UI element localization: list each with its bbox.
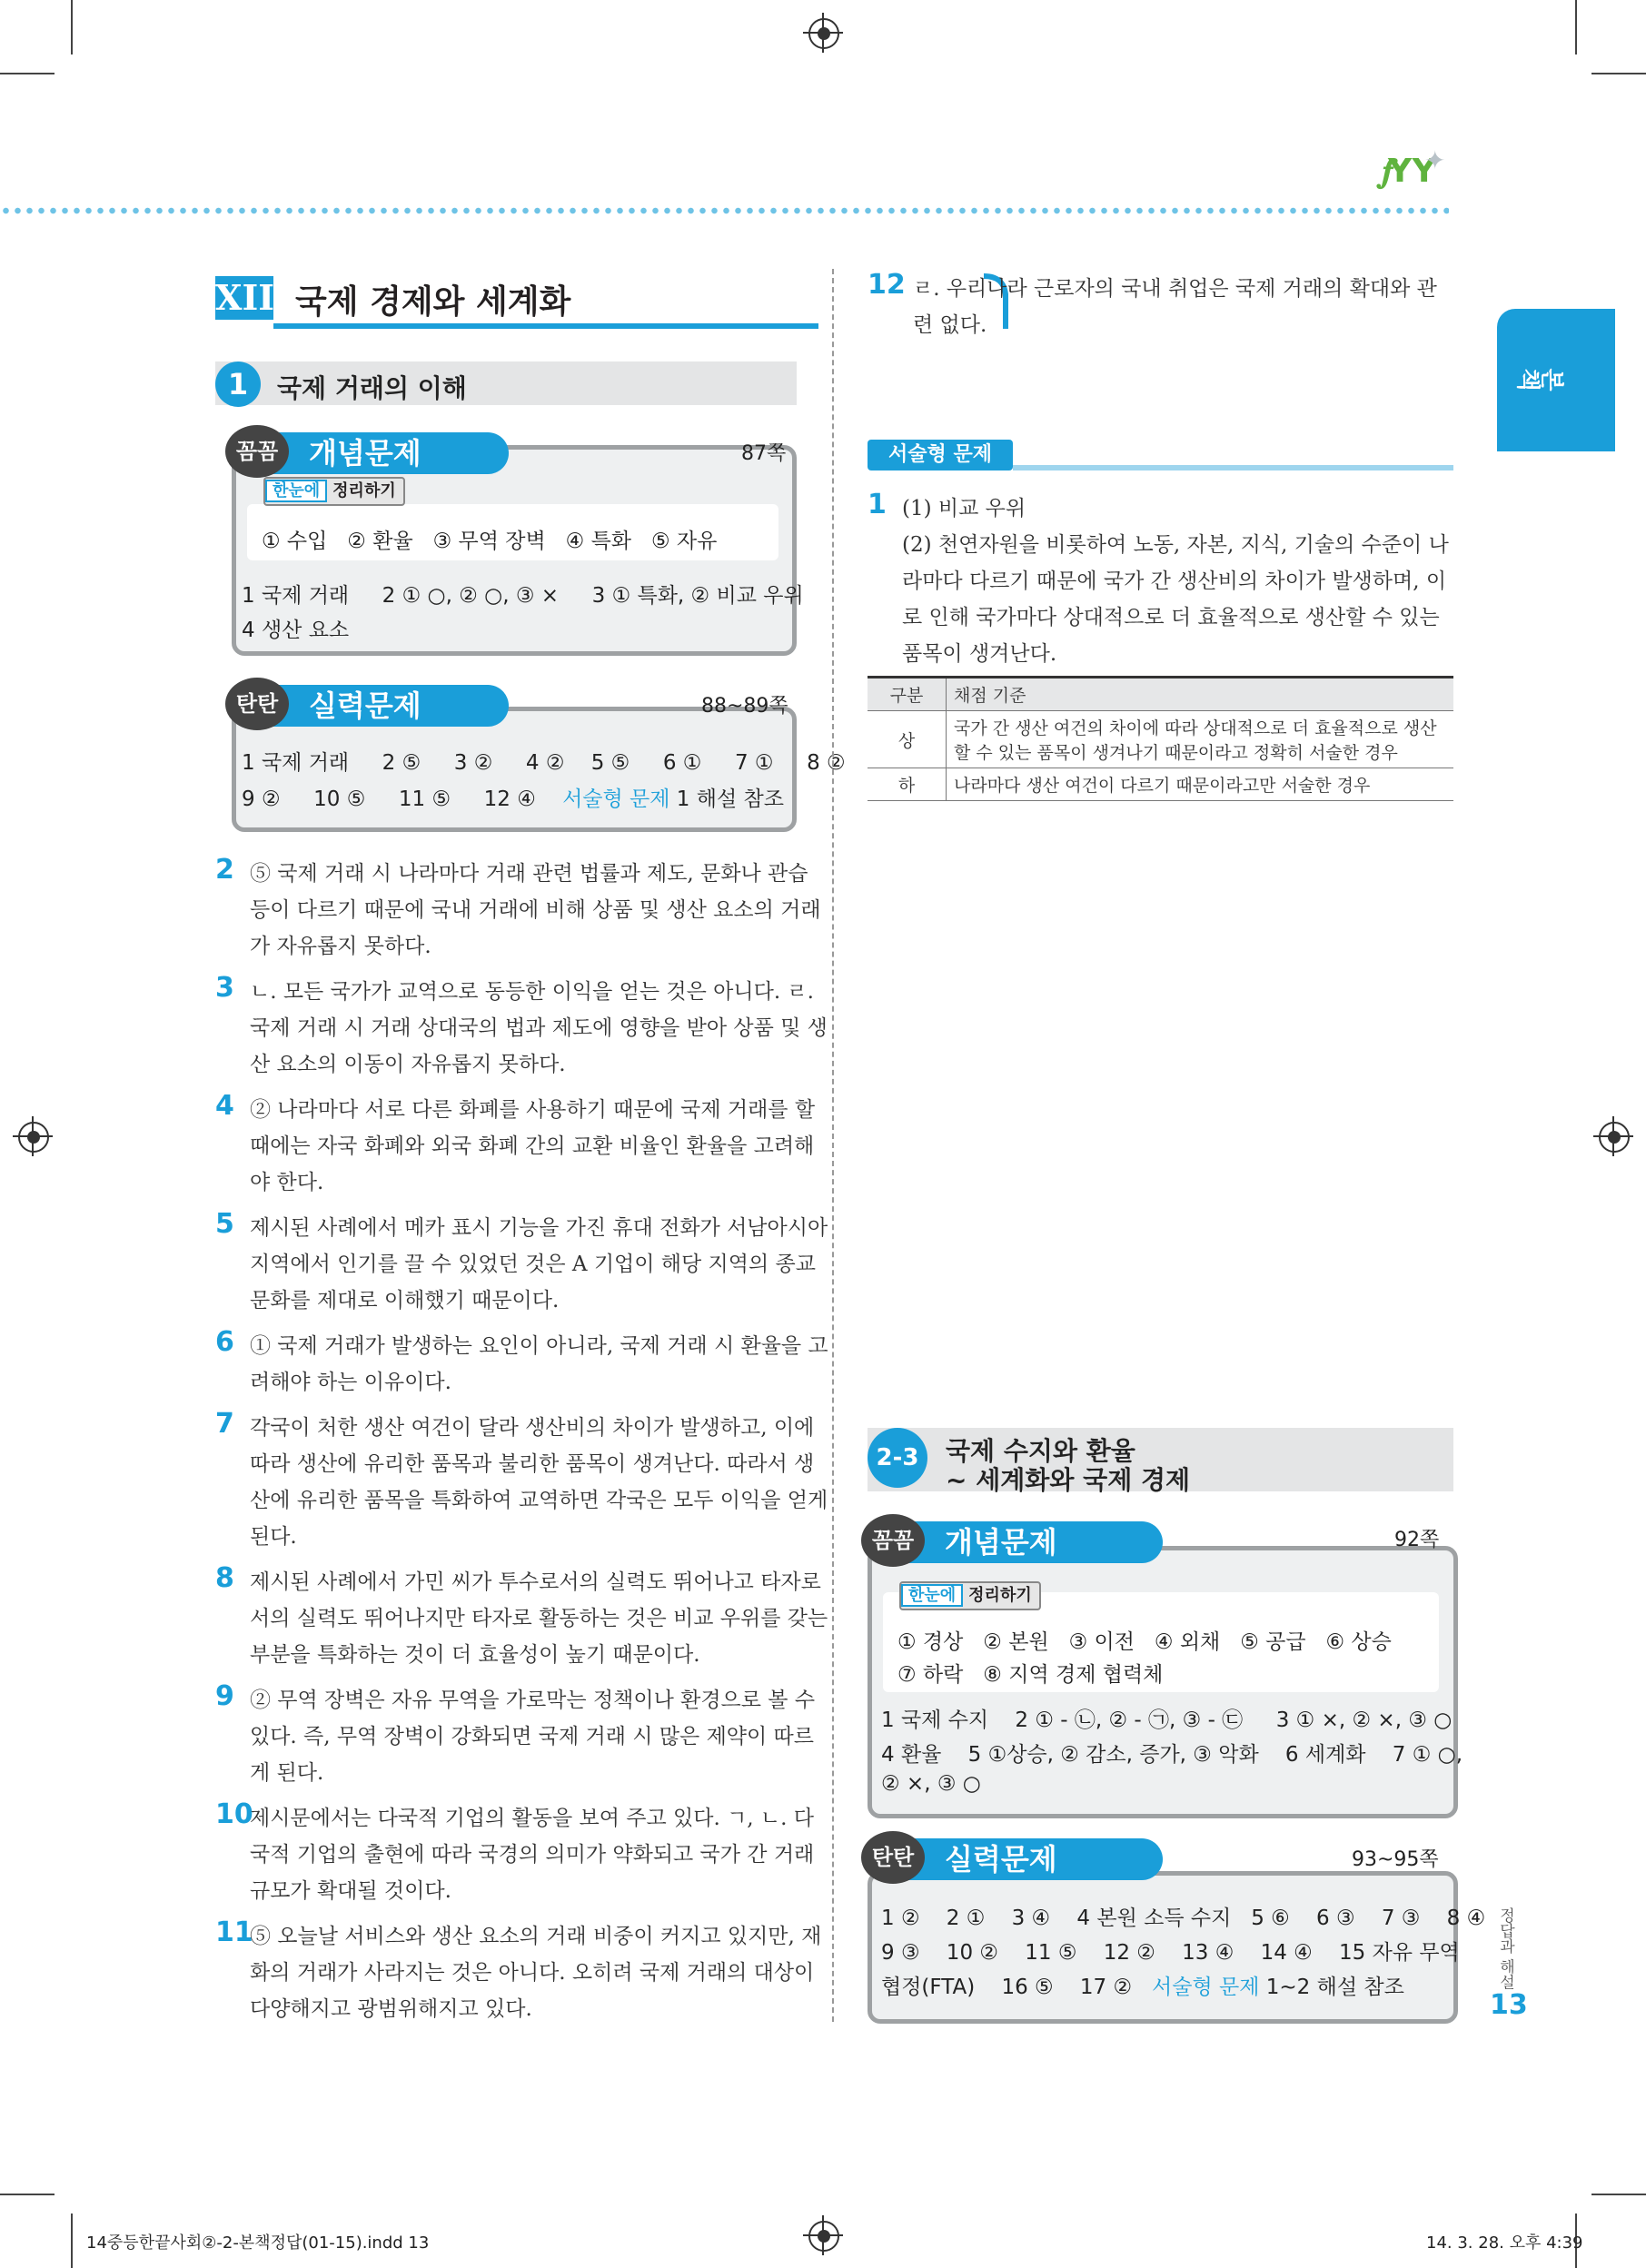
section-title: 국제 수지와 환율 — [946, 1436, 1135, 1466]
rubric-header: 채점 기준 — [947, 678, 1454, 711]
summary-tag-a: 한눈에 — [901, 1584, 963, 1607]
item-text: ⑤ 국제 거래 시 나라마다 거래 관련 법률과 제도, 문화나 관습 등이 다르기 때문에 국내 거래에 비해 상품 및 생산 요소의 거래가 자유롭지 못하다. — [250, 862, 821, 958]
sparkle-icon: ✦ — [1424, 145, 1446, 175]
chapter-header — [215, 272, 797, 327]
answer-line: 9 ③ 10 ② 11 ⑤ 12 ② 13 ④ 14 ④ 15 자유 무역 — [881, 1941, 1460, 1965]
header-dotted-line — [0, 205, 1449, 216]
descriptive-underline — [1013, 465, 1453, 470]
answer-line — [242, 782, 784, 812]
section-header — [215, 361, 797, 405]
skill-label: 실력문제 — [245, 685, 509, 727]
item-text: ① 국제 거래가 발생하는 요인이 아니라, 국제 거래 시 환율을 고려해야 하는 이유이다. — [250, 1334, 828, 1394]
descriptive-tag-a: 서술형 — [888, 443, 947, 466]
crop-mark — [1591, 2194, 1646, 2195]
rubric-criteria: 국가 간 생산 여건의 차이에 따라 상대적으로 더 효율적으로 생산할 수 있는 품목이 생겨나기 때문이라고 정확히 서술한 경우 — [947, 711, 1454, 768]
crop-mark — [1591, 73, 1646, 74]
sprout-icon: 𝆑Y Y — [1383, 153, 1431, 190]
crop-mark — [0, 2194, 55, 2195]
registration-mark-icon — [808, 18, 839, 49]
concept-label: 개념문제 — [881, 1521, 1163, 1563]
footer-filename: 14중등한끝사회②-2-본책정답(01-15).indd 13 — [86, 2233, 430, 2253]
item-text: ㄹ. 우리나라 근로자의 국내 취업은 국제 거래의 확대와 관련 없다. — [913, 277, 1437, 337]
section-number: 2-3 — [868, 1428, 927, 1488]
answer-part: 1 해설 참조 — [669, 787, 784, 811]
crop-mark — [0, 73, 55, 74]
item-text: ㄴ. 모든 국가가 교역으로 동등한 이익을 얻는 것은 아니다. ㄹ. 국제 거래 시 거래 상대국의 법과 제도에 영향을 받아 상품 및 생산 요소의 이동이 자유롭지 못하다. — [250, 980, 828, 1076]
descriptive-link-text: 서술형 문제 — [1152, 1976, 1260, 1999]
rubric-header: 구분 — [868, 678, 947, 711]
answer-part: 협정(FTA) 16 ⑤ 17 ② — [881, 1976, 1153, 1999]
concept-badge: 꼼꼼 — [225, 425, 289, 478]
page-number: 13 — [1490, 1989, 1528, 2021]
concept-problem-box — [868, 1546, 1463, 1818]
item-text: 제시된 사례에서 메카 표시 기능을 가진 휴대 전화가 서남아시아 지역에서 인기를 끌 수 있었던 것은 A 기업이 해당 지역의 종교 문화를 제대로 이해했기 때문이다. — [250, 1216, 828, 1312]
answer-line — [881, 1970, 1404, 2000]
answer-line: 1 국제 수지 2 ① - ㉡, ② - ㉠, ③ - ㉢ 3 ① ×, ② ×, ③ ○ — [881, 1708, 1453, 1732]
item-text: ⑤ 오늘날 서비스와 생산 요소의 거래 비중이 커지고 있지만, 재화의 거래가 사라지는 것은 아니다. 오히려 국제 거래의 대상이 다양해지고 광범위해지고 있다. — [250, 1925, 822, 2021]
item-number: 3 — [215, 972, 234, 1004]
registration-mark-icon — [1599, 1122, 1630, 1153]
section-header — [868, 1428, 1453, 1495]
side-running-label: 정답과 해설 — [1496, 1907, 1514, 1990]
summary-line: ① 경상 ② 본원 ③ 이전 ④ 외채 ⑤ 공급 ⑥ 상승 — [897, 1630, 1392, 1654]
skill-page: 88~89쪽 — [701, 695, 788, 718]
concept-problem-box — [232, 445, 804, 656]
column-divider — [832, 269, 834, 2022]
item-text — [902, 490, 1452, 672]
summary-tag-a: 한눈에 — [265, 480, 327, 502]
item-number: 2 — [215, 854, 234, 886]
chapter-underline — [273, 323, 818, 329]
concept-badge: 꼼꼼 — [861, 1514, 925, 1567]
concept-label: 개념문제 — [245, 432, 509, 474]
item-number: 1 — [868, 489, 887, 520]
item-number: 6 — [215, 1326, 234, 1358]
summary-tag — [263, 477, 405, 506]
section-number: 1 — [215, 361, 261, 407]
side-tab-label: 본책 — [1517, 363, 1565, 391]
crop-mark — [71, 0, 73, 54]
answer-line: 1 ② 2 ① 3 ④ 4 본원 소득 수지 5 ⑥ 6 ③ 7 ③ 8 ④ — [881, 1907, 1486, 1930]
concept-page: 87쪽 — [741, 442, 787, 465]
summary-tag-b: 정리하기 — [332, 481, 396, 500]
crop-mark — [1575, 0, 1577, 54]
item-number: 5 — [215, 1208, 234, 1240]
item-number: 8 — [215, 1562, 234, 1594]
answer-part-1: (1) 비교 우위 — [902, 497, 1026, 520]
crop-mark — [71, 2214, 73, 2268]
item-text: 제시된 사례에서 가민 씨가 투수로서의 실력도 뛰어나고 타자로서의 실력도 뛰어나지만 타자로 활동하는 것은 비교 우위를 갖는 부분을 특화하는 것이 더 효율성이 높기 때문이다. — [250, 1570, 828, 1667]
summary-line: ⑦ 하락 ⑧ 지역 경제 협력체 — [897, 1663, 1164, 1687]
concept-page: 92쪽 — [1394, 1529, 1440, 1551]
summary-line: ① 수입 ② 환율 ③ 무역 장벽 ④ 특화 ⑤ 자유 — [262, 530, 718, 553]
item-number: 10 — [215, 1798, 253, 1830]
item-number: 4 — [215, 1090, 234, 1122]
answer-line: 4 생산 요소 — [242, 619, 350, 642]
answer-part-2: (2) 천연자원을 비롯하여 노동, 자본, 지식, 기술의 수준이 나라마다 다르기 때문에 국가 간 생산비의 차이가 발생하며, 이로 인해 국가마다 상대적으로 더 효율적으로 생산할 수 있는 품목이 생겨난다. — [902, 533, 1449, 666]
item-text: 각국이 처한 생산 여건이 달라 생산비의 차이가 발생하고, 이에 따라 생산에 유리한 품목과 불리한 품목이 생겨난다. 따라서 생산에 유리한 품목을 특화하여 교역하면 각국은 모두 이익을 얻게 된다. — [250, 1416, 828, 1549]
item-text: ② 무역 장벽은 자유 무역을 가로막는 정책이나 환경으로 볼 수 있다. 즉, 무역 장벽이 강화되면 국제 거래 시 많은 제약이 따르게 된다. — [250, 1689, 816, 1785]
descriptive-tag-b: 문제 — [946, 443, 992, 466]
item-number: 12 — [868, 269, 906, 301]
answer-line: 1 국제 거래 2 ⑤ 3 ② 4 ② 5 ⑤ 6 ① 7 ① 8 ② — [242, 751, 846, 775]
answer-line: 4 환율 5 ①상승, ② 감소, 증가, ③ 악화 6 세계화 7 ① ○, — [881, 1743, 1463, 1767]
skill-badge: 탄탄 — [861, 1831, 925, 1884]
descriptive-link-text: 서술형 문제 — [562, 787, 670, 811]
rubric-grade: 상 — [868, 711, 947, 768]
answer-part: 1~2 해설 참조 — [1259, 1976, 1404, 1999]
skill-problem-box — [868, 1871, 1486, 2024]
registration-mark-icon — [18, 1122, 49, 1153]
side-tab — [1497, 309, 1615, 451]
summary-tag — [899, 1581, 1041, 1610]
item-number: 9 — [215, 1680, 234, 1712]
rubric-criteria: 나라마다 생산 여건이 다르기 때문이라고만 서술한 경우 — [947, 768, 1454, 801]
item-number: 11 — [215, 1916, 253, 1948]
descriptive-tag — [868, 440, 1013, 470]
summary-tag-b: 정리하기 — [968, 1586, 1032, 1605]
skill-badge: 탄탄 — [225, 678, 289, 730]
footer-timestamp: 14. 3. 28. 오후 4:39 — [1426, 2233, 1583, 2253]
item-text: ② 나라마다 서로 다른 화폐를 사용하기 때문에 국제 거래를 할 때에는 자국 화폐와 외국 화폐 간의 교환 비율인 환율을 고려해야 한다. — [250, 1098, 816, 1194]
section-title: 국제 거래의 이해 — [277, 373, 467, 403]
rubric-table — [868, 676, 1453, 801]
answer-line: 1 국제 거래 2 ① ○, ② ○, ③ × 3 ① 특화, ② 비교 우위 — [242, 584, 804, 608]
section-subtitle: ~ 세계화와 국제 경제 — [946, 1465, 1191, 1495]
answer-part: 9 ② 10 ⑤ 11 ⑤ 12 ④ — [242, 787, 563, 811]
skill-page: 93~95쪽 — [1352, 1848, 1439, 1871]
descriptive-header — [868, 440, 1453, 476]
rubric-grade: 하 — [868, 768, 947, 801]
skill-label: 실력문제 — [881, 1838, 1163, 1880]
registration-mark-icon — [808, 2221, 839, 2252]
item-number: 7 — [215, 1408, 234, 1440]
chapter-title: 국제 경제와 세계화 — [295, 283, 571, 321]
chapter-roman: XII — [215, 277, 275, 318]
answer-line: ② ×, ③ ○ — [881, 1772, 981, 1796]
item-text: 제시문에서는 다국적 기업의 활동을 보여 주고 있다. ㄱ, ㄴ. 다국적 기업의 출현에 따라 국경의 의미가 약화되고 국가 간 거래 규모가 확대될 것이다. — [250, 1807, 815, 1903]
